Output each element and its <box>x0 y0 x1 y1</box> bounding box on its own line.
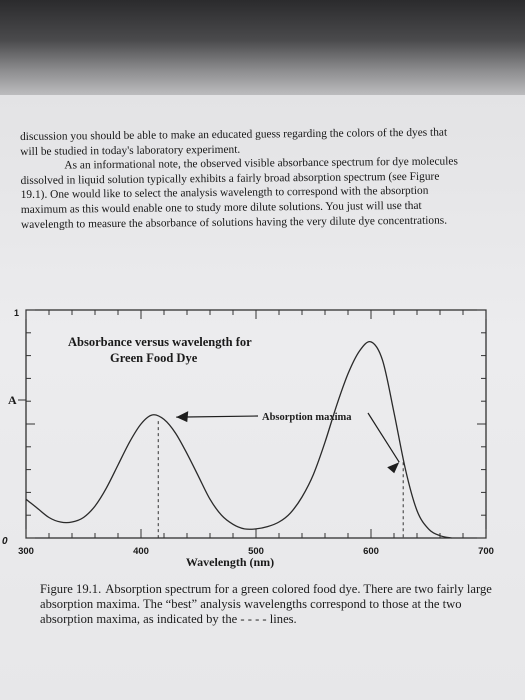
text-line-7: wavelength to measure the absorbance of solutions having the very dilute dye concentrations. <box>20 214 448 231</box>
text-line-1: discussion you should be able to make an educated guess regarding the colors of the dyes that <box>20 126 448 143</box>
curve-layer <box>26 342 452 538</box>
caption-text: Absorption spectrum for a green colored food dye. There are two fairly large absorption maxima. The “best” analysis wavelengths correspond to those at the two absorption maxima, as indicated by the - - - - lines. <box>40 582 492 626</box>
text-line-3: As an informational note, the observed visible absorbance spectrum for dye molecules <box>64 155 458 172</box>
x-tick-label: 500 <box>248 546 264 557</box>
arrow-head-left <box>176 411 188 422</box>
absorbance-chart <box>0 300 525 580</box>
text-line-6: maximum as this would enable one to study more dilute solutions. You just will use that <box>20 199 422 216</box>
y-tick-label-0: 0 <box>2 536 8 547</box>
absorbance-curve <box>26 342 452 538</box>
x-axis-label: Wavelength (nm) <box>185 555 275 569</box>
chart-svg <box>0 300 525 580</box>
y-tick-label-1: 1 <box>14 308 20 318</box>
y-axis-label: A <box>8 393 17 407</box>
figure-caption <box>40 582 510 627</box>
text-line-5: 19.1). One would like to select the analysis wavelength to correspond with the absorption <box>20 185 429 202</box>
annotation-absorption-maxima: Absorption maxima <box>262 412 352 423</box>
chart-title-line: Absorbance versus wavelength for <box>68 335 252 349</box>
caption-label: Figure 19.1. <box>40 582 102 596</box>
arrow-line-right <box>368 413 399 462</box>
chart-title-line: Green Food Dye <box>110 351 198 365</box>
arrow-line-left <box>176 416 258 417</box>
x-tick-label: 400 <box>133 546 149 557</box>
arrow-head-right <box>387 462 399 473</box>
x-tick-label: 700 <box>478 546 494 557</box>
x-tick-label: 600 <box>363 546 379 557</box>
text-line-4: dissolved in liquid solution typically exhibits a fairly broad absorption spectrum (see Figure <box>20 170 440 187</box>
body-paragraph <box>20 125 513 232</box>
x-tick-label: 300 <box>18 546 34 557</box>
text-line-2: will be studied in today's laboratory experiment. <box>20 143 241 158</box>
